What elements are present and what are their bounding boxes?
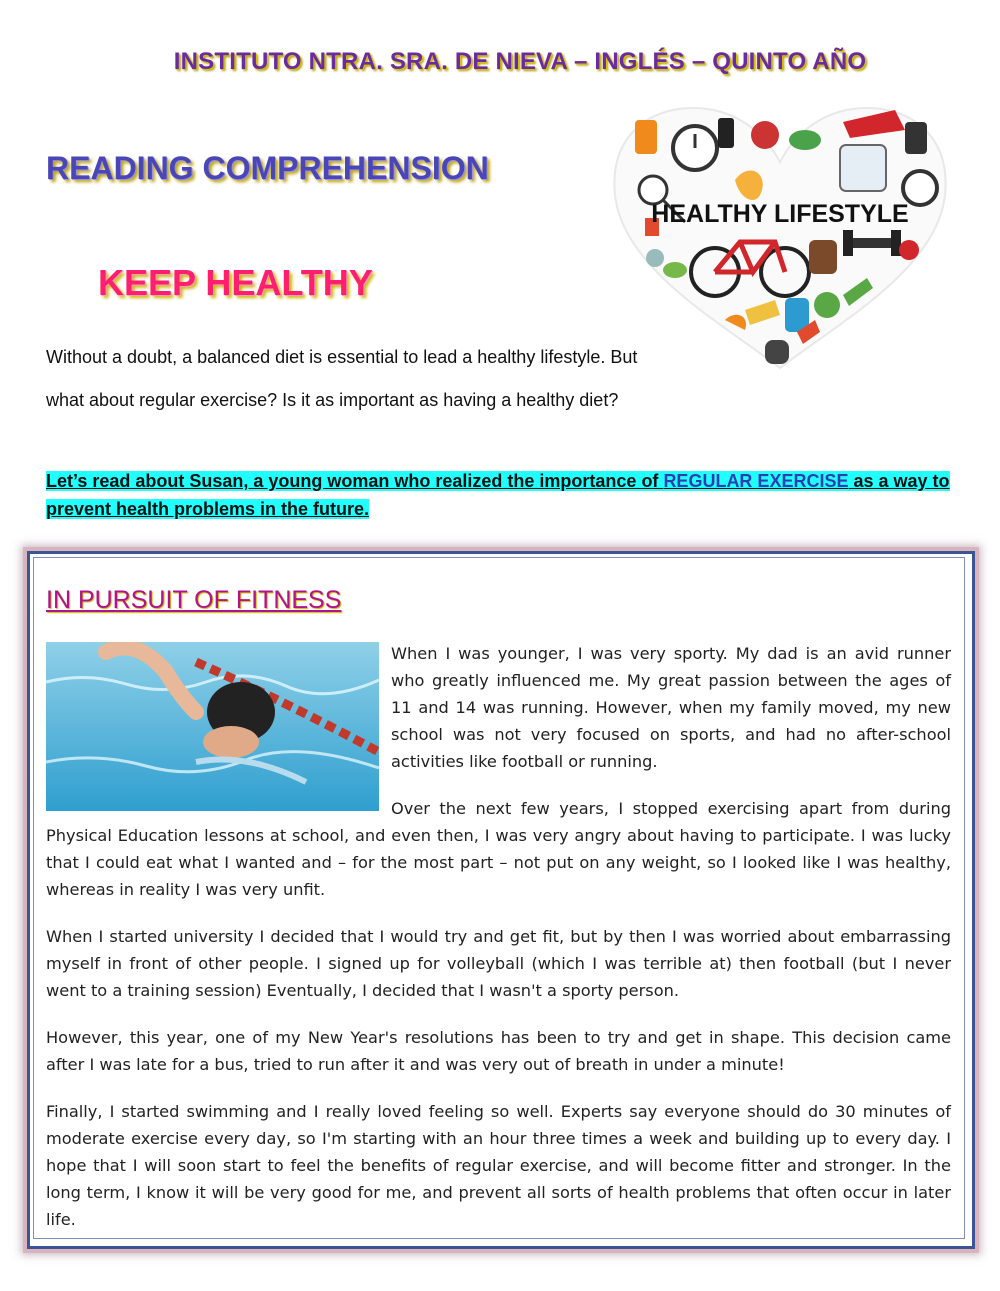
section-title: READING COMPREHENSION [46, 150, 489, 186]
highlight-emphasis: REGULAR EXERCISE [663, 471, 849, 491]
healthy-lifestyle-heart-icon [605, 100, 955, 375]
heart-caption: HEALTHY LIFESTYLE [651, 200, 909, 228]
paragraph-1: When I was younger, I was very sporty. My dad is an avid runner who greatly influenced me. My great passion between the ages of 11 and 14 was running. However, when my family moved, my new school was not very focused on sports, and had no after-school activities like football or running. [391, 644, 951, 771]
page-title: KEEP HEALTHY [98, 262, 373, 303]
paragraph-3: When I started university I decided that I would try and get fit, but by then I was worried about embarrassing myself in front of other people. I signed up for volleyball (which I was terrible at) then football (but I never went to a training session) Eventually, I decided that I wasn't a sporty person. [46, 927, 951, 1000]
article-title: IN PURSUIT OF FITNESS [46, 586, 342, 614]
paragraph-2: Over the next few years, I stopped exercising apart from during Physical Education lessons at school, and even then, I was very angry about having to participate. I was lucky that I could eat what I wanted and – for the most part – not put on any weight, so I looked like I was healthy, whereas in reality I was very unfit. [46, 799, 951, 899]
intro-text [46, 336, 706, 422]
swimmer-photo [46, 642, 379, 811]
paragraph-5: Finally, I started swimming and I really loved feeling so well. Experts say everyone should do 30 minutes of moderate exercise every day, so I'm starting with an hour three times a week and building up to every day. I hope that I will soon start to feel the benefits of regular exercise, and will become fitter and stronger. In the long term, I know it will be very good for me, and prevent all sorts of health problems that often occur in later life. [46, 1102, 951, 1229]
school-header: INSTITUTO NTRA. SRA. DE NIEVA – INGLÉS – QUINTO AÑO [173, 48, 867, 75]
highlight-text-start: Let’s read about Susan, a young woman who realized the importance of [46, 471, 664, 491]
highlighted-instruction [46, 467, 952, 523]
intro-line-1: Without a doubt, a balanced diet is essential to lead a healthy lifestyle. But [46, 347, 638, 367]
article-body [46, 640, 951, 1253]
highlight-text-end: as a way to prevent health problems in the future. [46, 471, 950, 519]
intro-line-2: what about regular exercise? Is it as important as having a healthy diet? [46, 390, 619, 410]
paragraph-4: However, this year, one of my New Year's resolutions has been to try and get in shape. This decision came after I was late for a bus, tried to run after it and was very out of breath in under a minute! [46, 1028, 951, 1074]
